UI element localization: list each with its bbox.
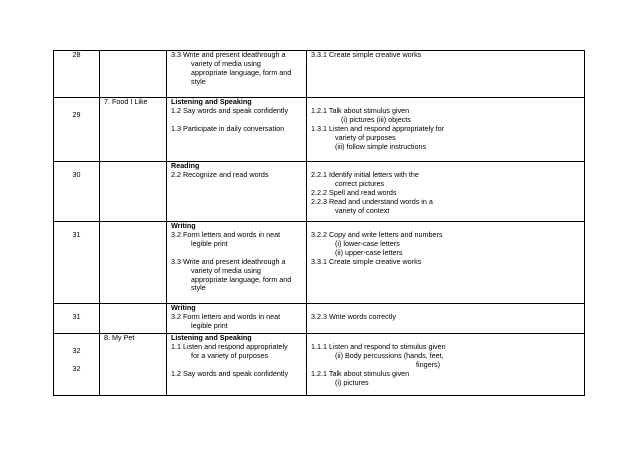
week-cell (54, 334, 100, 396)
standard-line: 3.3 Write and present ideathrough a (171, 256, 286, 266)
outcome-line: 2.2.1 Identify initial letters with the (311, 170, 419, 179)
table-row (54, 222, 585, 304)
table-row (54, 162, 585, 222)
outcomes-cell (307, 51, 585, 98)
outcomes-cell (307, 304, 585, 334)
standard-line: 1.2 Say words and speak confidently (171, 368, 289, 378)
unit-cell (100, 98, 167, 162)
outcome-line: 3.2.3 Write words correctly (311, 312, 396, 321)
standard-line: 1.1 Listen and respond appropriately (171, 341, 288, 351)
week-cell (54, 304, 100, 334)
outcomes-cell (307, 222, 585, 304)
week-number: 31 (72, 230, 81, 239)
outcome-line: variety of purposes (335, 132, 396, 142)
outcome-line: correct pictures (335, 178, 385, 188)
standard-line: for a variety of purposes (191, 350, 269, 360)
outcomes-cell (307, 162, 585, 222)
outcome-line: variety of context (335, 205, 390, 215)
unit-title: 8. My Pet (104, 333, 135, 342)
week-number: 32 (72, 363, 81, 373)
week-cell (54, 98, 100, 162)
outcome-line: 3.3.1 Create simple creative works (311, 256, 422, 266)
standard-line: variety of media using (191, 265, 261, 275)
skill-heading: Listening and Speaking (171, 333, 252, 342)
unit-cell (100, 304, 167, 334)
standard-line: appropriate language, form and (191, 67, 292, 77)
standard-line: legible print (191, 238, 228, 248)
outcome-line: (i) pictures (335, 377, 369, 387)
standard-line: 1.3 Participate in daily conversation (171, 123, 285, 133)
standards-cell (167, 51, 307, 98)
outcome-line: (i) pictures (iii) objects (341, 114, 411, 124)
standard-line: 3.2 Form letters and words in neat (171, 311, 281, 321)
standards-cell (167, 334, 307, 396)
standard-line: variety of media using (191, 58, 261, 68)
unit-cell (100, 51, 167, 98)
table-row (54, 98, 585, 162)
week-number: 29 (72, 110, 81, 119)
outcome-line: 1.2.1 Talk about stimulus given (311, 106, 410, 115)
skill-heading: Writing (171, 221, 196, 230)
unit-cell (100, 222, 167, 304)
standard-line: appropriate language, form and (191, 274, 292, 284)
scheme-of-work-table (53, 50, 585, 396)
outcome-line: (ii) Body percussions (hands, feet, (335, 350, 444, 360)
standard-line: style (191, 76, 206, 86)
unit-cell (100, 162, 167, 222)
week-cell (54, 162, 100, 222)
outcome-line: fingers) (416, 359, 440, 369)
week-cell (54, 222, 100, 304)
skill-heading: Reading (171, 161, 200, 170)
unit-cell (100, 334, 167, 396)
outcome-line: 2.2.2 Spell and read words (311, 187, 397, 197)
outcomes-cell (307, 98, 585, 162)
outcome-line: 1.3.1 Listen and respond appropriately for (311, 123, 445, 133)
standard-line: style (191, 283, 206, 293)
outcome-line: 3.3.1 Create simple creative works (311, 50, 422, 59)
outcome-line: (ii) upper-case letters (335, 247, 403, 257)
week-number: 32 (72, 346, 81, 355)
standards-cell (167, 222, 307, 304)
outcome-line: (i) lower-case letters (335, 238, 400, 248)
outcome-line: 2.2.3 Read and understand words in a (311, 196, 433, 206)
standard-line: 2.2 Recognize and read words (171, 169, 269, 179)
skill-heading: Writing (171, 303, 196, 312)
week-cell (54, 51, 100, 98)
outcome-line: 1.1.1 Listen and respond to stimulus given (311, 342, 446, 351)
standards-cell (167, 98, 307, 162)
standards-cell (167, 162, 307, 222)
skill-heading: Listening and Speaking (171, 97, 252, 106)
standard-line: 3.2 Form letters and words in neat (171, 229, 281, 239)
table-row (54, 334, 585, 396)
table-row (54, 51, 585, 98)
standard-line: legible print (191, 320, 228, 330)
outcome-line: (iii) follow simple instructions (335, 141, 427, 151)
standard-line: 1.2 Say words and speak confidently (171, 105, 289, 115)
outcomes-cell (307, 334, 585, 396)
table-row (54, 304, 585, 334)
week-number: 30 (72, 170, 81, 179)
standards-cell (167, 304, 307, 334)
standard-line: 3.3 Write and present ideathrough a (171, 50, 286, 59)
unit-title: 7. Food I Like (104, 97, 148, 106)
outcome-line: 1.2.1 Talk about stimulus given (311, 368, 410, 378)
week-number: 28 (72, 50, 81, 59)
outcome-line: 3.2.2 Copy and write letters and numbers (311, 230, 443, 239)
week-number: 31 (72, 312, 81, 321)
